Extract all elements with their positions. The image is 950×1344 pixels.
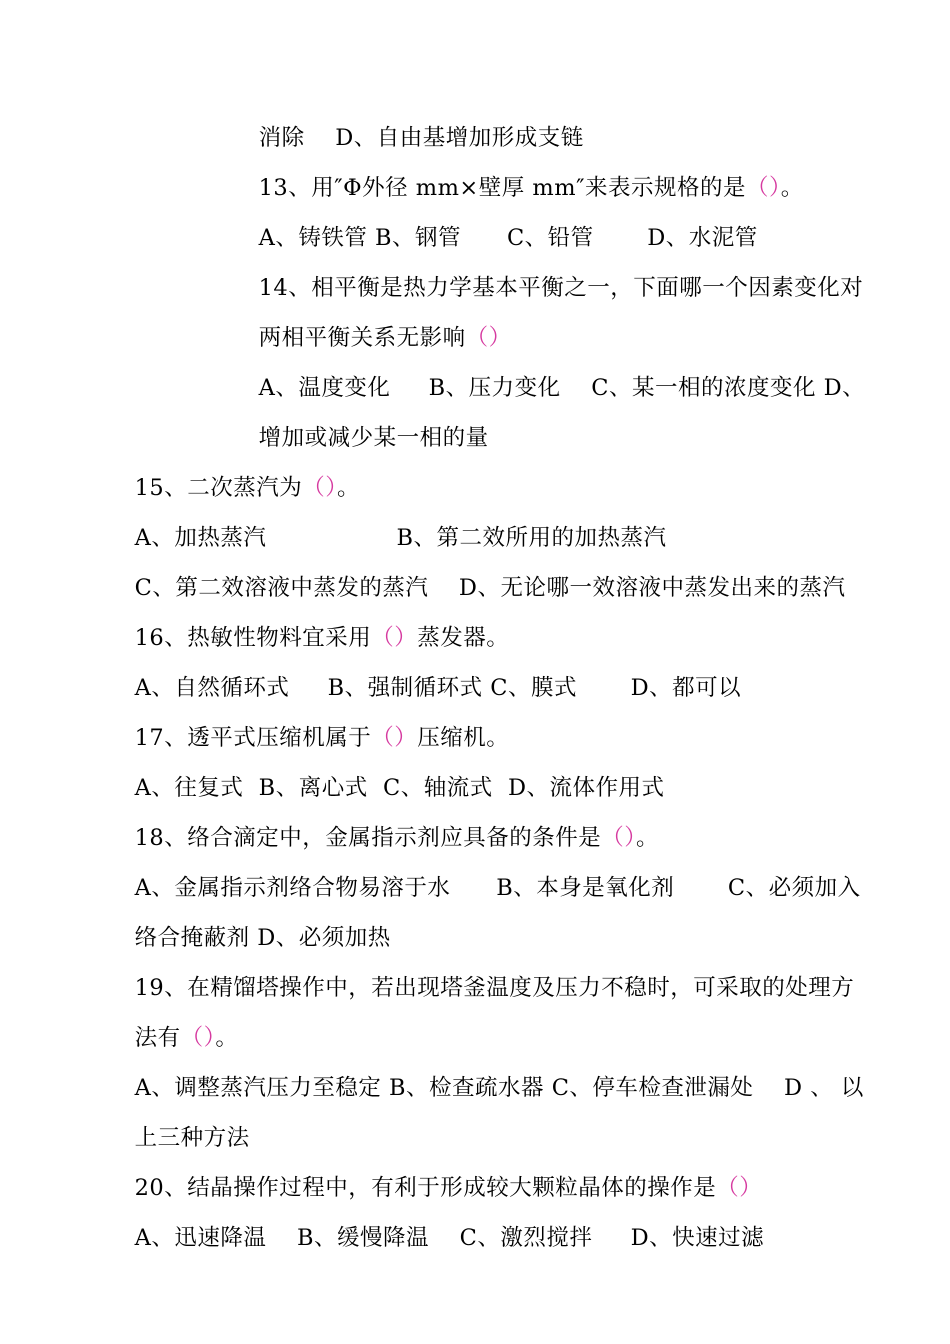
q18-stem-text: 18、络合滴定中，金属指示剂应具备的条件是 bbox=[134, 825, 602, 851]
q16-options-text: A、自然循环式 B、强制循环式 C、膜式 D、都可以 bbox=[134, 675, 742, 701]
q18-answer-blank: （） bbox=[601, 825, 637, 851]
q15-answer-blank: （） bbox=[302, 475, 338, 501]
q13-stem-text: 13、用″Φ外径 mm×壁厚 mm″来表示规格的是 bbox=[258, 175, 746, 201]
q16-answer-blank: （） bbox=[371, 625, 418, 651]
q19-answer-blank: （） bbox=[180, 1025, 216, 1051]
q13-options-text: A、铸铁管 B、钢管 C、铅管 D、水泥管 bbox=[258, 225, 758, 251]
q20-answer-blank: （） bbox=[716, 1175, 763, 1201]
q19-options-text-1: A、调整蒸汽压力至稳定 B、检查疏水器 C、停车检查泄漏处 D 、 以 bbox=[134, 1075, 864, 1101]
q19-options-text-2: 上三种方法 bbox=[134, 1125, 250, 1151]
q14-options-text-1: A、温度变化 B、压力变化 C、某一相的浓度变化 D、 bbox=[258, 375, 866, 401]
q17-options-text: A、往复式 B、离心式 C、轴流式 D、流体作用式 bbox=[134, 775, 665, 801]
q13-answer-blank: （） bbox=[746, 175, 781, 201]
q17-answer-blank: （） bbox=[371, 725, 418, 751]
q19-stem-text-2: 法有 bbox=[134, 1025, 181, 1051]
q18-options-text-2: 络合掩蔽剂 D、必须加热 bbox=[134, 925, 391, 951]
q16-stem-end: 蒸发器。 bbox=[417, 625, 510, 651]
q19-stem-end: 。 bbox=[215, 1025, 239, 1051]
q15-stem-text: 15、二次蒸汽为 bbox=[134, 475, 303, 501]
q12-tail-text: 消除 D、自由基增加形成支链 bbox=[258, 125, 584, 151]
q15-stem-end: 。 bbox=[337, 475, 361, 501]
q20-stem-text: 20、结晶操作过程中，有利于形成较大颗粒晶体的操作是 bbox=[134, 1175, 717, 1201]
q17-stem-end: 压缩机。 bbox=[417, 725, 510, 751]
q20-options-text: A、迅速降温 B、缓慢降温 C、激烈搅拌 D、快速过滤 bbox=[134, 1225, 765, 1251]
q16-stem-text: 16、热敏性物料宜采用 bbox=[134, 625, 372, 651]
q18-stem-end: 。 bbox=[636, 825, 660, 851]
q15-options-text-1: A、加热蒸汽 B、第二效所用的加热蒸汽 bbox=[134, 525, 667, 551]
q15-options-text-2: C、第二效溶液中蒸发的蒸汽 D、无论哪一效溶液中蒸发出来的蒸汽 bbox=[134, 575, 846, 601]
q20-options bbox=[104, 1193, 764, 1283]
q13-stem-end: 。 bbox=[780, 175, 804, 201]
q18-options-text-1: A、金属指示剂络合物易溶于水 B、本身是氧化剂 C、必须加入 bbox=[134, 875, 861, 901]
q19-stem-text-1: 19、在精馏塔操作中，若出现塔釜温度及压力不稳时，可采取的处理方 bbox=[134, 975, 855, 1001]
q14-stem-text-1: 14、相平衡是热力学基本平衡之一，下面哪一个因素变化对 bbox=[258, 275, 864, 301]
q14-options-text-2: 增加或减少某一相的量 bbox=[258, 425, 489, 451]
q14-stem-text-2: 两相平衡关系无影响 bbox=[258, 325, 466, 351]
q17-stem-text: 17、透平式压缩机属于 bbox=[134, 725, 372, 751]
q14-answer-blank: （） bbox=[465, 325, 512, 351]
